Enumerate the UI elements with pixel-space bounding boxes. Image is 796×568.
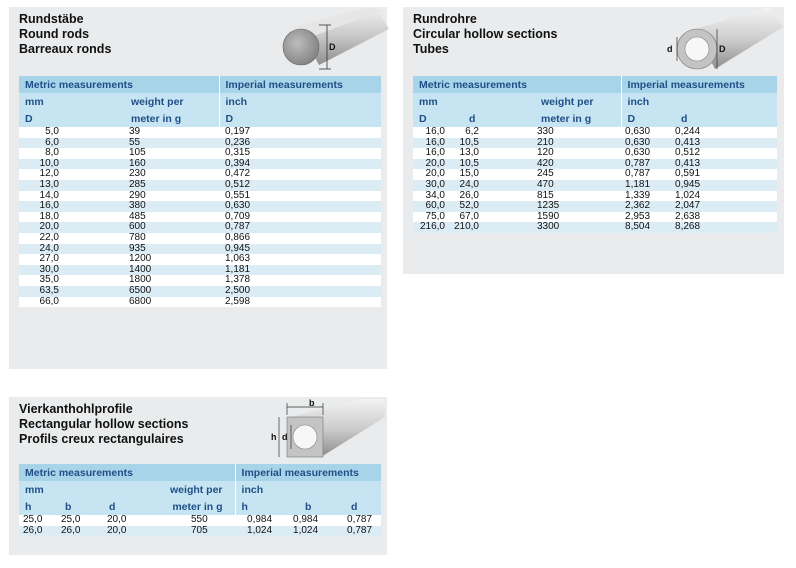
- round-rod-icon: [271, 7, 391, 77]
- table-cell-spacer: [67, 212, 125, 223]
- unit-inch: inch: [621, 93, 675, 110]
- table-cell: 0,787: [339, 526, 381, 537]
- tube-icon: [665, 7, 785, 77]
- unit-inch: inch: [235, 481, 285, 498]
- col-h: h: [19, 498, 57, 515]
- outer-diameter-label: D: [719, 44, 726, 54]
- table-row: [19, 515, 381, 526]
- table-cell: 1200: [125, 254, 219, 265]
- diameter-label: D: [329, 42, 336, 52]
- table-cell-spacer: [67, 297, 125, 308]
- table-cell-spacer: [67, 127, 125, 138]
- table-row: [413, 222, 777, 233]
- table-cell-spacer: [489, 212, 535, 223]
- table-cell: 20,0: [103, 526, 143, 537]
- table-cell: 0,472: [219, 169, 381, 180]
- table-cell: 0,945: [675, 180, 777, 191]
- table-cell-spacer: [67, 148, 125, 159]
- table-row: [413, 201, 777, 212]
- table-cell: 2,638: [675, 212, 777, 223]
- table-cell: 245: [535, 169, 621, 180]
- table-cell: 600: [125, 222, 219, 233]
- table-cell: 2,500: [219, 286, 381, 297]
- table-cell: 815: [535, 191, 621, 202]
- round-rods-body: [19, 127, 381, 307]
- col-D-imperial: D: [621, 110, 675, 127]
- table-cell: 35,0: [19, 275, 67, 286]
- table-cell-spacer: [67, 286, 125, 297]
- table-cell: 26,0: [447, 191, 489, 202]
- title-en: Circular hollow sections: [413, 27, 558, 41]
- table-row: [413, 180, 777, 191]
- table-cell: 470: [535, 180, 621, 191]
- table-cell: 10,5: [447, 138, 489, 149]
- table-cell: 0,551: [219, 191, 381, 202]
- table-row: [19, 244, 381, 255]
- table-cell: 1800: [125, 275, 219, 286]
- table-cell-spacer: [489, 201, 535, 212]
- table-cell: 210,0: [447, 222, 489, 233]
- table-row: [19, 233, 381, 244]
- title-de: Vierkanthohlprofile: [19, 402, 133, 416]
- table-row: [413, 191, 777, 202]
- unit-mm: mm: [19, 481, 57, 498]
- table-cell: 705: [143, 526, 235, 537]
- table-row: [19, 297, 381, 308]
- table-cell: 1,181: [621, 180, 675, 191]
- table-row: [19, 159, 381, 170]
- table-cell: 34,0: [413, 191, 447, 202]
- table-cell: 1400: [125, 265, 219, 276]
- table-cell: 1,024: [285, 526, 339, 537]
- table-cell: 25,0: [57, 515, 103, 526]
- table-cell: 8,504: [621, 222, 675, 233]
- unit-mm: mm: [19, 93, 67, 110]
- table-cell: 12,0: [19, 169, 67, 180]
- table-cell-spacer: [67, 244, 125, 255]
- table-cell-spacer: [489, 159, 535, 170]
- col-b: b: [57, 498, 103, 515]
- table-cell-spacer: [489, 222, 535, 233]
- table-cell: 0,984: [285, 515, 339, 526]
- table-cell: 0,866: [219, 233, 381, 244]
- imperial-header: Imperial measurements: [621, 76, 777, 93]
- inner-diameter-label: d: [667, 44, 673, 54]
- table-cell: 2,047: [675, 201, 777, 212]
- weight-header-2: meter in g: [535, 110, 621, 127]
- table-cell: 0,413: [675, 138, 777, 149]
- table-cell: 63,5: [19, 286, 67, 297]
- table-cell: 22,0: [19, 233, 67, 244]
- table-cell: 5,0: [19, 127, 67, 138]
- table-cell: 2,953: [621, 212, 675, 223]
- title-en: Rectangular hollow sections: [19, 417, 189, 431]
- table-cell: 935: [125, 244, 219, 255]
- weight-header-2: meter in g: [143, 498, 235, 515]
- inner-diameter-label: d: [282, 432, 288, 442]
- table-cell: 0,709: [219, 212, 381, 223]
- table-row: [19, 526, 381, 537]
- table-cell: 6,2: [447, 127, 489, 138]
- table-cell-spacer: [67, 233, 125, 244]
- rect-tube-icon: [265, 397, 389, 463]
- table-cell-spacer: [67, 180, 125, 191]
- metric-header: Metric measurements: [19, 76, 219, 93]
- table-cell-spacer: [489, 148, 535, 159]
- table-cell: 8,268: [675, 222, 777, 233]
- table-cell: 1235: [535, 201, 621, 212]
- table-cell: 0,236: [219, 138, 381, 149]
- width-label: b: [309, 398, 315, 408]
- table-cell: 75,0: [413, 212, 447, 223]
- table-cell: 210: [535, 138, 621, 149]
- table-cell: 0,197: [219, 127, 381, 138]
- metric-header: Metric measurements: [19, 464, 235, 481]
- table-cell: 20,0: [19, 222, 67, 233]
- table-cell: 1,339: [621, 191, 675, 202]
- rect-table: [19, 464, 381, 536]
- table-row: [413, 138, 777, 149]
- table-cell: 0,630: [621, 138, 675, 149]
- table-row: [19, 222, 381, 233]
- table-row: [19, 286, 381, 297]
- tubes-table: [413, 76, 777, 233]
- table-cell: 160: [125, 159, 219, 170]
- round-rods-title: [19, 12, 111, 57]
- table-cell: 2,362: [621, 201, 675, 212]
- table-cell: 16,0: [19, 201, 67, 212]
- table-row: [19, 138, 381, 149]
- table-cell: 105: [125, 148, 219, 159]
- table-cell: 0,787: [621, 159, 675, 170]
- table-cell: 13,0: [447, 148, 489, 159]
- col-D: D: [413, 110, 447, 127]
- title-fr: Tubes: [413, 42, 449, 56]
- table-cell: 6500: [125, 286, 219, 297]
- table-row: [19, 148, 381, 159]
- table-row: [19, 180, 381, 191]
- table-cell: 30,0: [413, 180, 447, 191]
- table-cell: 780: [125, 233, 219, 244]
- table-cell: 0,244: [675, 127, 777, 138]
- table-cell: 0,394: [219, 159, 381, 170]
- weight-header-2: meter in g: [125, 110, 219, 127]
- table-cell: 26,0: [57, 526, 103, 537]
- imperial-header: Imperial measurements: [235, 464, 381, 481]
- metric-header: Metric measurements: [413, 76, 621, 93]
- table-cell: 290: [125, 191, 219, 202]
- table-cell: 16,0: [413, 148, 447, 159]
- weight-header: weight per: [125, 93, 219, 110]
- title-fr: Barreaux ronds: [19, 42, 112, 56]
- unit-mm: mm: [413, 93, 447, 110]
- table-cell: 25,0: [19, 515, 57, 526]
- table-row: [413, 212, 777, 223]
- table-cell-spacer: [489, 180, 535, 191]
- rect-panel: [9, 397, 387, 555]
- table-cell-spacer: [67, 201, 125, 212]
- table-cell: 6,0: [19, 138, 67, 149]
- table-cell: 20,0: [413, 169, 447, 180]
- col-d-imperial: d: [339, 498, 381, 515]
- table-cell: 52,0: [447, 201, 489, 212]
- table-cell-spacer: [67, 169, 125, 180]
- table-cell: 14,0: [19, 191, 67, 202]
- table-cell: 0,512: [219, 180, 381, 191]
- table-cell: 0,630: [621, 148, 675, 159]
- table-cell: 0,630: [219, 201, 381, 212]
- table-row: [413, 127, 777, 138]
- table-cell: 20,0: [413, 159, 447, 170]
- table-cell: 15,0: [447, 169, 489, 180]
- table-cell: 1,024: [235, 526, 285, 537]
- weight-header: weight per: [143, 481, 235, 498]
- table-cell: 1,063: [219, 254, 381, 265]
- rect-title: [19, 402, 188, 447]
- table-cell: 230: [125, 169, 219, 180]
- title-en: Round rods: [19, 27, 90, 41]
- height-label: h: [271, 432, 277, 442]
- table-cell: 0,630: [621, 127, 675, 138]
- table-cell: 30,0: [19, 265, 67, 276]
- col-b-imperial: b: [285, 498, 339, 515]
- table-cell-spacer: [67, 159, 125, 170]
- table-cell: 6800: [125, 297, 219, 308]
- table-row: [413, 169, 777, 180]
- table-cell: 0,591: [675, 169, 777, 180]
- table-cell: 330: [535, 127, 621, 138]
- table-cell: 120: [535, 148, 621, 159]
- table-cell: 10,5: [447, 159, 489, 170]
- table-cell: 0,945: [219, 244, 381, 255]
- table-cell: 13,0: [19, 180, 67, 191]
- tubes-title: [413, 12, 557, 57]
- table-cell-spacer: [489, 191, 535, 202]
- table-row: [19, 254, 381, 265]
- table-cell: 16,0: [413, 127, 447, 138]
- table-cell-spacer: [67, 275, 125, 286]
- table-cell-spacer: [67, 191, 125, 202]
- round-rods-table: [19, 76, 381, 307]
- table-cell-spacer: [67, 222, 125, 233]
- title-de: Rundrohre: [413, 12, 477, 26]
- table-cell: 39: [125, 127, 219, 138]
- table-row: [19, 201, 381, 212]
- table-cell: 420: [535, 159, 621, 170]
- table-cell: 0,787: [621, 169, 675, 180]
- rect-body: [19, 515, 381, 536]
- col-d: d: [103, 498, 143, 515]
- table-cell: 216,0: [413, 222, 447, 233]
- table-row: [19, 265, 381, 276]
- table-row: [19, 275, 381, 286]
- table-row: [19, 212, 381, 223]
- table-cell-spacer: [67, 254, 125, 265]
- table-cell: 0,315: [219, 148, 381, 159]
- table-cell: 67,0: [447, 212, 489, 223]
- table-cell-spacer: [67, 265, 125, 276]
- table-cell-spacer: [67, 138, 125, 149]
- table-cell: 380: [125, 201, 219, 212]
- table-cell: 550: [143, 515, 235, 526]
- unit-inch: inch: [219, 93, 381, 110]
- table-cell: 0,787: [339, 515, 381, 526]
- table-cell-spacer: [489, 169, 535, 180]
- table-cell: 10,0: [19, 159, 67, 170]
- title-de: Rundstäbe: [19, 12, 84, 26]
- table-cell: 1590: [535, 212, 621, 223]
- table-cell: 60,0: [413, 201, 447, 212]
- table-cell: 18,0: [19, 212, 67, 223]
- table-row: [19, 169, 381, 180]
- table-row: [19, 127, 381, 138]
- imperial-header: Imperial measurements: [219, 76, 381, 93]
- table-cell: 3300: [535, 222, 621, 233]
- col-d-imperial: d: [675, 110, 777, 127]
- table-cell: 0,984: [235, 515, 285, 526]
- tubes-panel: [403, 7, 784, 274]
- weight-header: weight per: [535, 93, 621, 110]
- table-row: [19, 191, 381, 202]
- col-h-imperial: h: [235, 498, 285, 515]
- table-cell: 16,0: [413, 138, 447, 149]
- table-cell: 2,598: [219, 297, 381, 308]
- title-fr: Profils creux rectangulaires: [19, 432, 184, 446]
- table-cell: 24,0: [447, 180, 489, 191]
- col-d: d: [447, 110, 489, 127]
- table-cell: 1,181: [219, 265, 381, 276]
- table-cell: 0,787: [219, 222, 381, 233]
- table-cell: 20,0: [103, 515, 143, 526]
- table-cell: 55: [125, 138, 219, 149]
- round-rods-panel: [9, 7, 387, 369]
- table-cell: 0,512: [675, 148, 777, 159]
- table-row: [413, 159, 777, 170]
- table-cell: 27,0: [19, 254, 67, 265]
- table-cell: 0,413: [675, 159, 777, 170]
- table-cell-spacer: [489, 138, 535, 149]
- table-cell: 1,378: [219, 275, 381, 286]
- col-D-imperial: D: [219, 110, 381, 127]
- table-cell: 66,0: [19, 297, 67, 308]
- table-cell: 285: [125, 180, 219, 191]
- table-cell: 485: [125, 212, 219, 223]
- table-cell: 1,024: [675, 191, 777, 202]
- table-cell: 8,0: [19, 148, 67, 159]
- tubes-body: [413, 127, 777, 233]
- table-cell: 26,0: [19, 526, 57, 537]
- table-cell-spacer: [489, 127, 535, 138]
- table-cell: 24,0: [19, 244, 67, 255]
- table-row: [413, 148, 777, 159]
- col-D: D: [19, 110, 67, 127]
